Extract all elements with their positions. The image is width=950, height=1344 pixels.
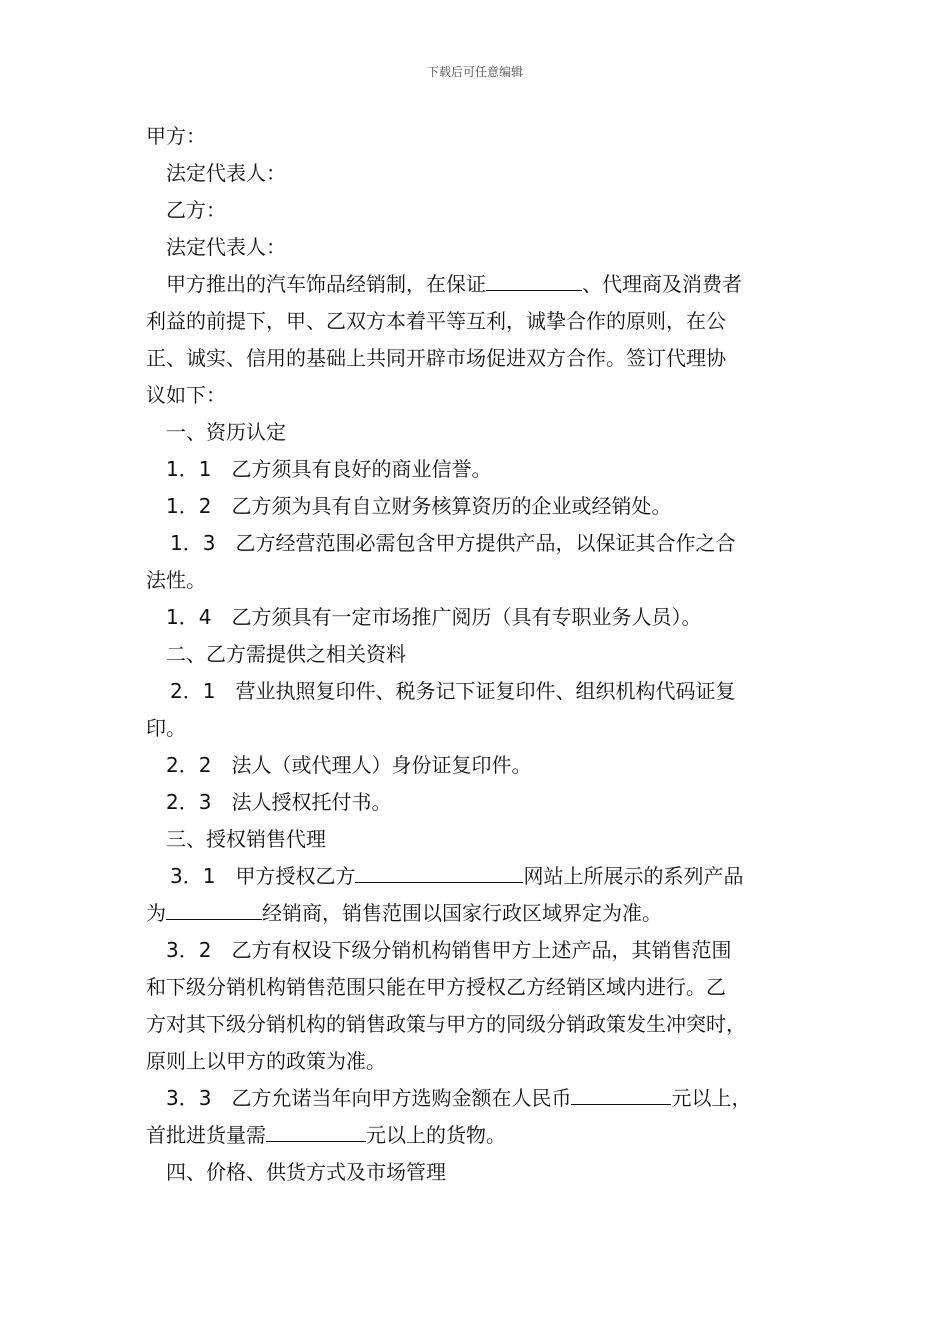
intro-text-1a: 甲方推出的汽车饰品经销制，在保证 bbox=[166, 272, 486, 296]
clause-3-1-text-b: 网站上所展示的系列产品 bbox=[523, 864, 744, 888]
clause-3-3-text-c: 首批进货量需 bbox=[146, 1123, 266, 1147]
clause-3-2-line-3: 方对其下级分销机构的销售政策与甲方的同级分销政策发生冲突时， bbox=[146, 1012, 746, 1036]
clause-3-3-text-d: 元以上的货物。 bbox=[366, 1123, 506, 1147]
clause-1-3-line-2: 法性。 bbox=[146, 568, 206, 592]
section-3-title: 三、授权销售代理 bbox=[166, 827, 326, 851]
clause-3-1-line-2 bbox=[146, 895, 816, 932]
clause-3-3-line-1 bbox=[146, 1080, 816, 1117]
clause-2-1-line-1: 2．1 营业执照复印件、税务记下证复印件、组织机构代码证复 bbox=[170, 679, 736, 703]
clause-1-2: 1．2 乙方须为具有自立财务核算资历的企业或经销处。 bbox=[166, 494, 672, 518]
clause-2-2: 2．2 法人（或代理人）身份证复印件。 bbox=[166, 753, 532, 777]
clause-1-1: 1．1 乙方须具有良好的商业信誉。 bbox=[166, 457, 492, 481]
clause-3-2-line-1: 3．2 乙方有权设下级分销机构销售甲方上述产品，其销售范围 bbox=[166, 938, 732, 962]
party-a-line: 甲方： bbox=[146, 124, 206, 148]
blank-field bbox=[571, 1082, 671, 1105]
clause-2-3: 2．3 法人授权托付书。 bbox=[166, 790, 392, 814]
intro-text-1b: 、代理商及消费者 bbox=[582, 272, 742, 296]
clause-3-1-line-1 bbox=[146, 858, 816, 895]
section-2-title: 二、乙方需提供之相关资料 bbox=[166, 642, 406, 666]
clause-3-1-text-c: 为 bbox=[146, 901, 166, 925]
intro-line-3: 正、诚实、信用的基础上共同开辟市场促进双方合作。签订代理协 bbox=[146, 346, 726, 370]
clause-2-1-line-2: 印。 bbox=[146, 716, 186, 740]
intro-line-4: 议如下： bbox=[146, 383, 226, 407]
section-1-title: 一、资历认定 bbox=[166, 420, 286, 444]
blank-field bbox=[355, 860, 523, 883]
clause-1-3-line-1: 1．3 乙方经营范围必需包含甲方提供产品，以保证其合作之合 bbox=[170, 531, 736, 555]
clause-1-4: 1．4 乙方须具有一定市场推广阅历（具有专职业务人员）。 bbox=[166, 605, 702, 629]
clause-3-2-line-4: 原则上以甲方的政策为准。 bbox=[146, 1049, 386, 1073]
intro-line-1 bbox=[146, 266, 816, 303]
clause-3-3-text-a: 3．3 乙方允诺当年向甲方选购金额在人民币 bbox=[166, 1086, 572, 1110]
clause-3-1-text-a: 3．1 甲方授权乙方 bbox=[170, 864, 356, 888]
blank-field bbox=[486, 268, 582, 291]
blank-field bbox=[166, 897, 262, 920]
section-4-title: 四、价格、供货方式及市场管理 bbox=[166, 1160, 446, 1184]
agreement-body bbox=[146, 118, 816, 1191]
clause-3-1-text-d: 经销商，销售范围以国家行政区域界定为准。 bbox=[262, 901, 662, 925]
party-b-line: 乙方： bbox=[166, 198, 226, 222]
blank-field bbox=[266, 1119, 366, 1142]
clause-3-3-line-2 bbox=[146, 1117, 816, 1154]
intro-line-2: 利益的前提下，甲、乙双方本着平等互利，诚挚合作的原则，在公 bbox=[146, 309, 726, 333]
rep-a-line: 法定代表人： bbox=[166, 161, 286, 185]
clause-3-2-line-2: 和下级分销机构销售范围只能在甲方授权乙方经销区域内进行。乙 bbox=[146, 975, 726, 999]
clause-3-3-text-b: 元以上， bbox=[671, 1086, 752, 1110]
page-header-note: 下载后可任意编辑 bbox=[426, 65, 523, 79]
rep-b-line: 法定代表人： bbox=[166, 235, 286, 259]
